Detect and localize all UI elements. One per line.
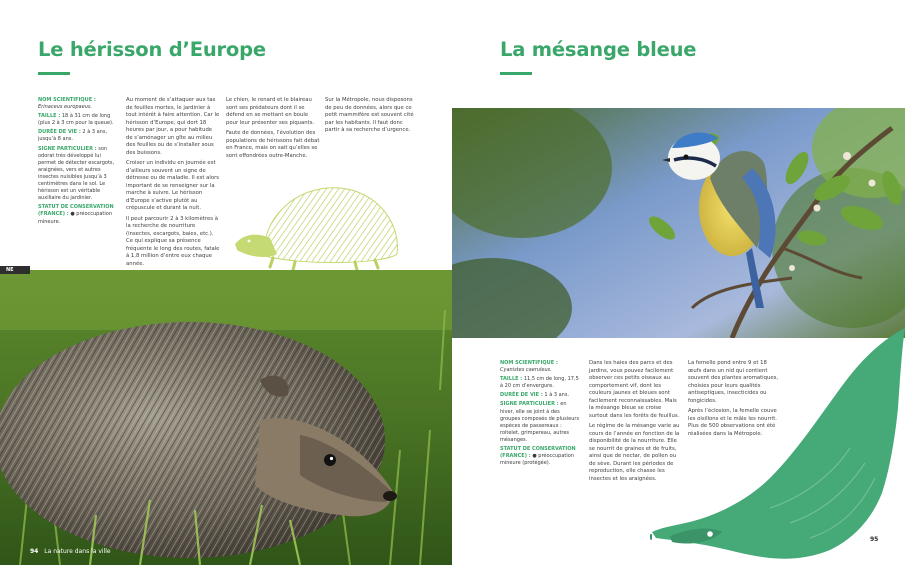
right-title-rule xyxy=(500,72,532,75)
paragraph: Le régime de la mésange varie au cours de l’année en fonction de la disponibilité de la nourriture. Elle se nourrit de graines et de fruits, ainsi que de nectar, de pollen ou de sève. Durant les périodes de reproduction, elle chasse les insectes et les araignées. xyxy=(589,423,680,482)
left-folio-text: La nature dans la ville xyxy=(44,548,111,555)
paragraph: Dans les haies des parcs et des jardins, vous pouvez facilement observer ces petits oiseaux au comportement vif, dont les couleurs jaunes et bleues sont facilement reconnaissables. Mais la mésange bleue se croise surtout dans les forêts de feuillus. xyxy=(589,360,680,419)
hedgehog-photo-art xyxy=(0,270,452,565)
left-page xyxy=(0,0,452,565)
left-title-rule xyxy=(38,72,70,75)
hedgehog-facts xyxy=(38,97,118,228)
fact-size: TAILLE : 11,5 cm de long, 17,5 à 20 cm d’envergure. xyxy=(500,376,579,390)
left-page-number: 94 xyxy=(30,548,39,555)
fact-scientific-name: NOM SCIENTIFIQUE : Erinaceus europaeus. xyxy=(38,97,96,111)
paragraph: Croiser un individu en journée est d’ailleurs souvent un signe de détresse ou de maladie. Il est alors important de se renseigner sur la marche à suivre. Le hérisson d’Europe s’active plutôt au crépuscule et durant la nuit. xyxy=(126,160,220,212)
right-page-number: 95 xyxy=(870,536,879,543)
right-page xyxy=(452,0,905,565)
paragraph: Sur la Métropole, nous disposons de peu de données, alors que ce petit mammifère est souvent cité par les habitants. Il faut donc partir à sa recherche d’urgence. xyxy=(325,97,414,134)
hedgehog-photo xyxy=(0,270,452,565)
right-page-title: La mésange bleue xyxy=(500,38,697,61)
blue-tit-photo xyxy=(452,108,905,338)
hedgehog-column-2 xyxy=(126,97,220,271)
corner-tab: NE xyxy=(0,266,30,274)
fact-lifespan: DURÉE DE VIE : 1 à 3 ans. xyxy=(500,392,570,399)
left-page-title: Le hérisson d’Europe xyxy=(38,38,266,61)
paragraph: Après l’éclosion, la femelle couve les oisillons et le mâle les nourrit. Plus de 500 observations ont été réalisées dans la Métropole. xyxy=(688,408,777,437)
fact-size: TAILLE : 18 à 31 cm de long (plus 2 à 3 cm pour la queue). xyxy=(38,113,114,127)
fact-particularity: SIGNE PARTICULIER : son odorat très développé lui permet de détecter escargots, araignées, vers et autres insectes nuisibles jusqu’à 3 centimètres dans le sol. Le hérisson est un véritable auxiliaire du jardinier. xyxy=(38,145,115,202)
hedgehog-column-3 xyxy=(226,97,320,163)
blue-tit-photo-art xyxy=(452,108,905,338)
fact-conservation: STATUT DE CONSERVATION (FRANCE) : ● préoccupation mineure (protégée). xyxy=(500,446,576,467)
paragraph: Faute de données, l’évolution des populations de hérissons fait débat en France, mais on sait qu’elles se sont effondrées outre-Manche. xyxy=(226,130,320,159)
blue-tit-facts xyxy=(500,360,580,469)
fact-scientific-name: NOM SCIENTIFIQUE : Cyanistes caeruleus. xyxy=(500,360,558,374)
fact-conservation: STATUT DE CONSERVATION (FRANCE) : ● préoccupation mineure. xyxy=(38,204,114,225)
hedgehog-illustration xyxy=(225,176,405,272)
bird-illustration xyxy=(650,328,905,565)
paragraph: La femelle pond entre 9 et 18 œufs dans un nid qui contient souvent des plantes aromatiques, choisies pour leurs qualités antiseptiques, insecticides ou fongicides. xyxy=(688,360,779,404)
hedgehog-column-4 xyxy=(325,97,417,138)
paragraph: Le chien, le renard et le blaireau sont ses prédateurs dont il se défend en se mettant en boule pour leur présenter ses piquants. xyxy=(226,97,315,126)
paragraph: Au moment de s’attaquer aux tas de feuilles mortes, le jardinier à tout intérêt à faire attention. Car le hérisson d’Europe, qui dort 18 heures par jour, a pour habitude de s’aménager un gîte au milieu des feuilles ou de s’installer sous des buissons. xyxy=(126,97,220,156)
paragraph: Il peut parcourir 2 à 3 kilomètres à la recherche de nourriture (insectes, escargots, baies, etc.). Ce qui explique sa présence fréquente le long des routes, fatale à 1,8 million d’entre eux chaque année. xyxy=(126,215,220,267)
left-folio xyxy=(30,548,111,555)
fact-particularity: SIGNE PARTICULIER : en hiver, elle se joint à des groupes composés de plusieurs espèces de passereaux : roitelet, grimpereau, autres mésanges. xyxy=(500,401,580,443)
fact-lifespan: DURÉE DE VIE : 2 à 3 ans, jusqu’à 8 ans. xyxy=(38,129,108,143)
